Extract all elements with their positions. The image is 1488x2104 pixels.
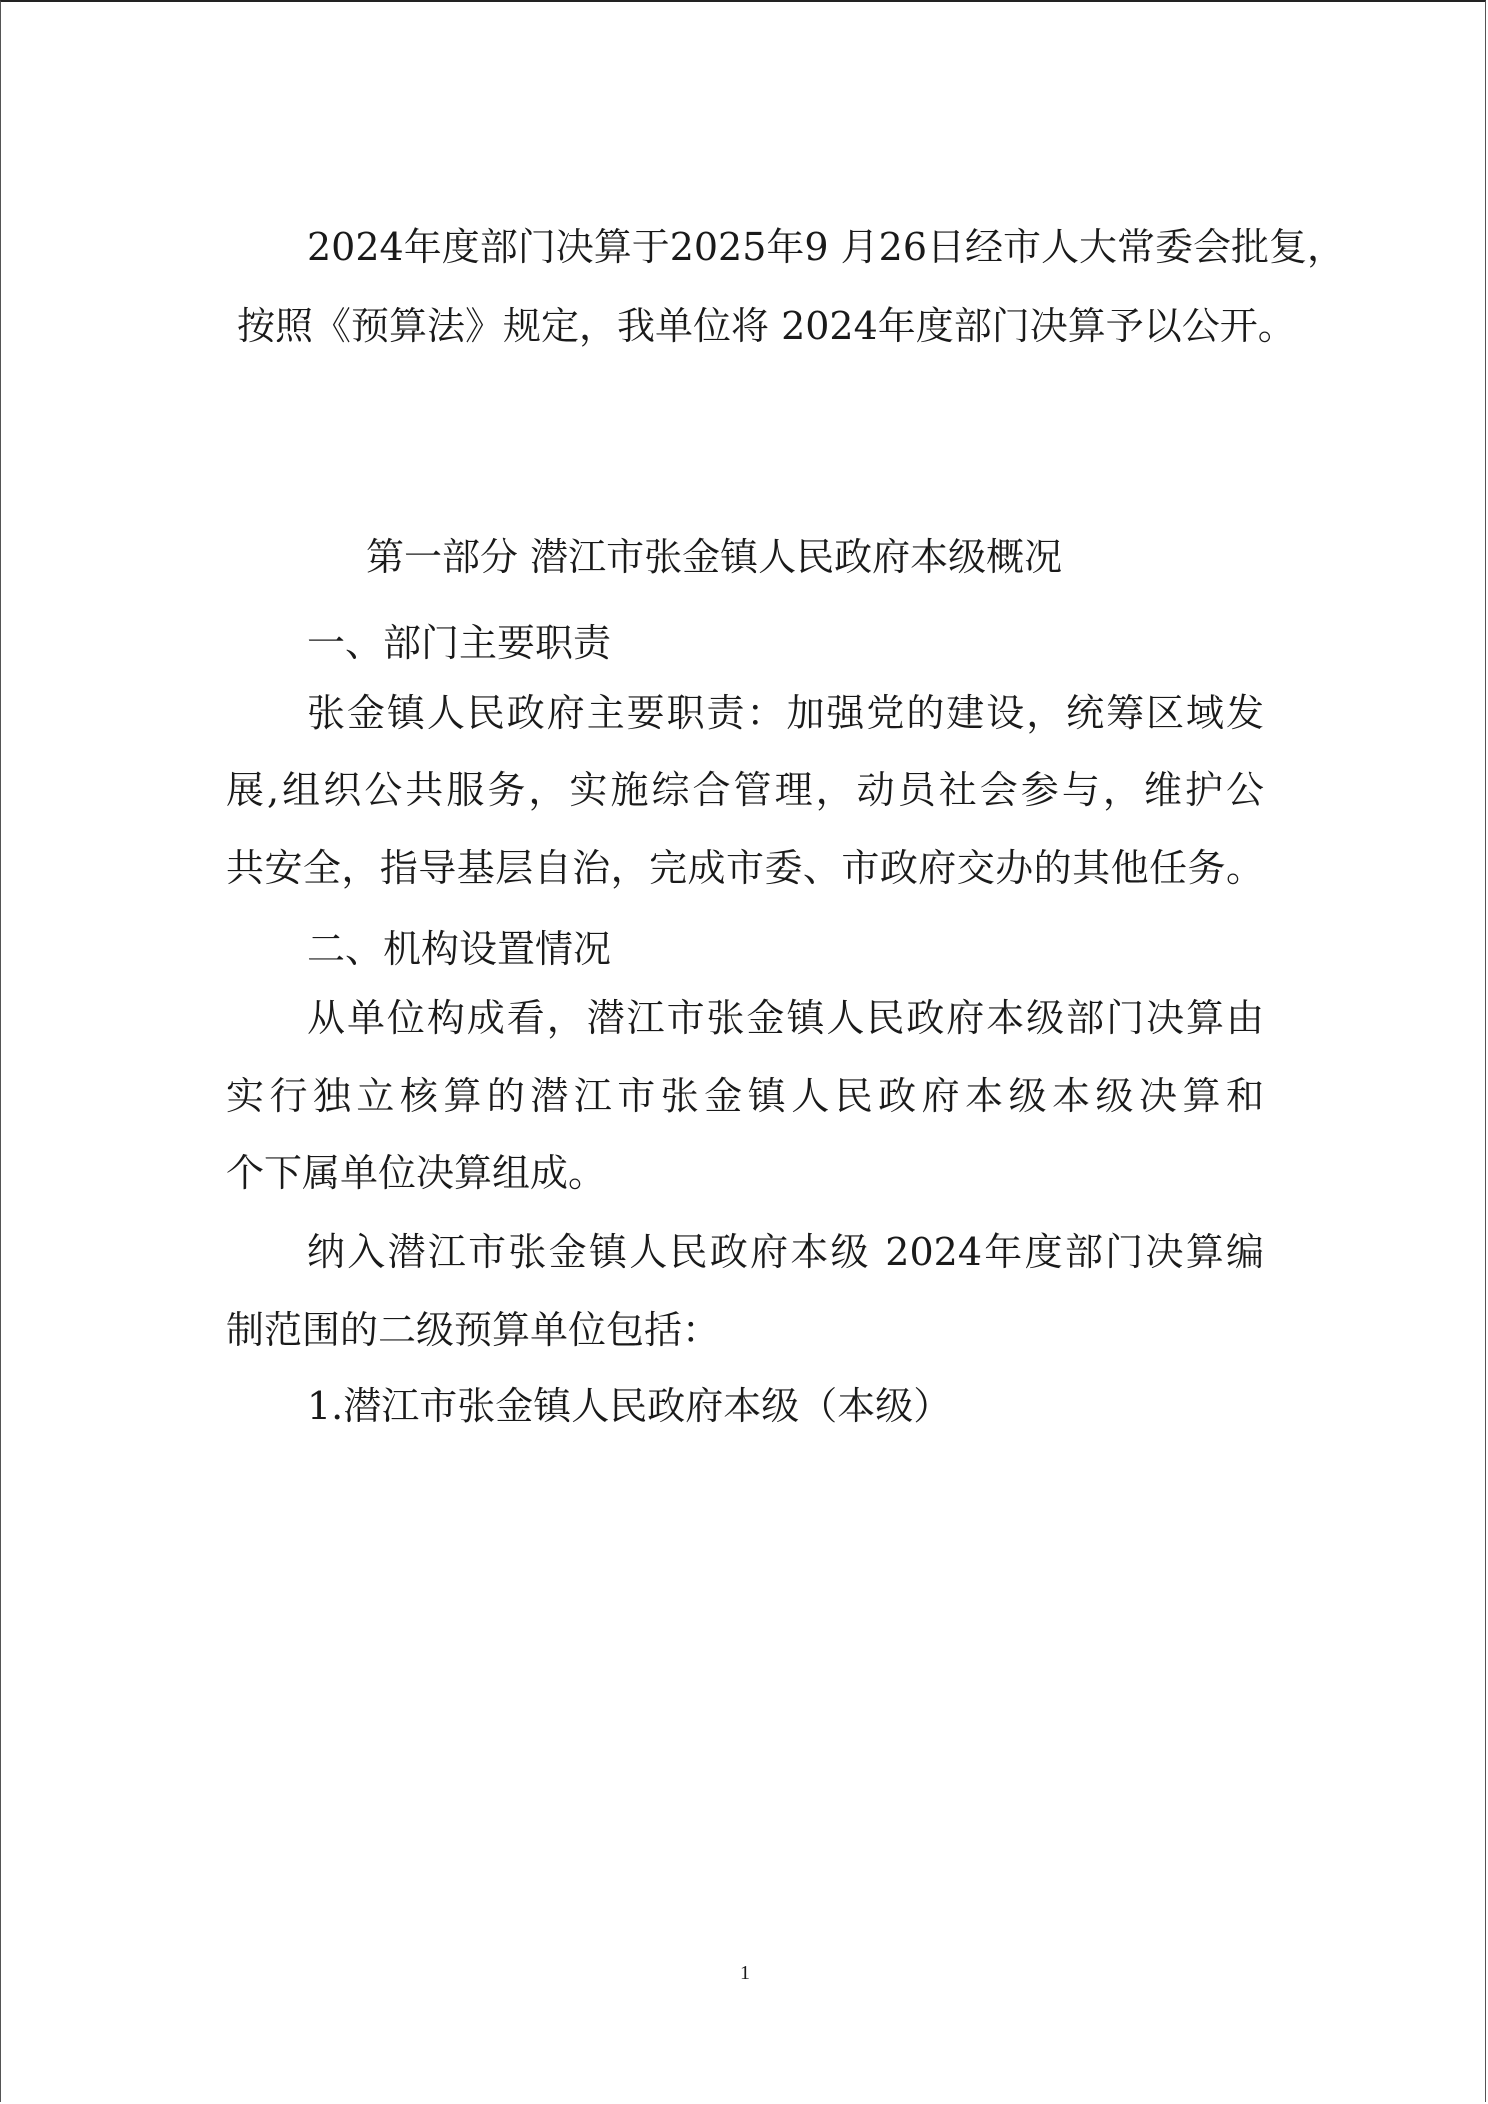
page-number: 1 bbox=[740, 1962, 750, 1984]
scope-line-2: 制范围的二级预算单位包括： bbox=[226, 1308, 721, 1352]
responsibilities-line-1: 张金镇人民政府主要职责：加强党的建设，统筹区域发 bbox=[307, 691, 1264, 735]
responsibilities-line-2: 展,组织公共服务，实施综合管理，动员社会参与，维护公 bbox=[226, 768, 1264, 812]
scope-line-1: 纳入潜江市张金镇人民政府本级 2024年度部门决算编 bbox=[307, 1230, 1264, 1274]
structure-line-2: 实行独立核算的潜江市张金镇人民政府本级本级决算和 bbox=[226, 1074, 1264, 1118]
part-title: 第一部分 潜江市张金镇人民政府本级概况 bbox=[366, 535, 1063, 579]
structure-line-1: 从单位构成看，潜江市张金镇人民政府本级部门决算由 bbox=[307, 996, 1264, 1040]
section-heading-structure: 二、机构设置情况 bbox=[307, 927, 612, 971]
list-item: 1.潜江市张金镇人民政府本级（本级） bbox=[307, 1384, 952, 1428]
intro-line-1: 2024年度部门决算于2025年9 月26日经市人大常委会批复， bbox=[307, 225, 1346, 269]
structure-line-3: 个下属单位决算组成。 bbox=[226, 1151, 607, 1195]
section-heading-responsibilities: 一、部门主要职责 bbox=[307, 621, 612, 665]
intro-line-2: 按照《预算法》规定，我单位将 2024年度部门决算予以公开。 bbox=[237, 304, 1296, 348]
responsibilities-line-3: 共安全，指导基层自治，完成市委、市政府交办的其他任务。 bbox=[226, 846, 1264, 890]
